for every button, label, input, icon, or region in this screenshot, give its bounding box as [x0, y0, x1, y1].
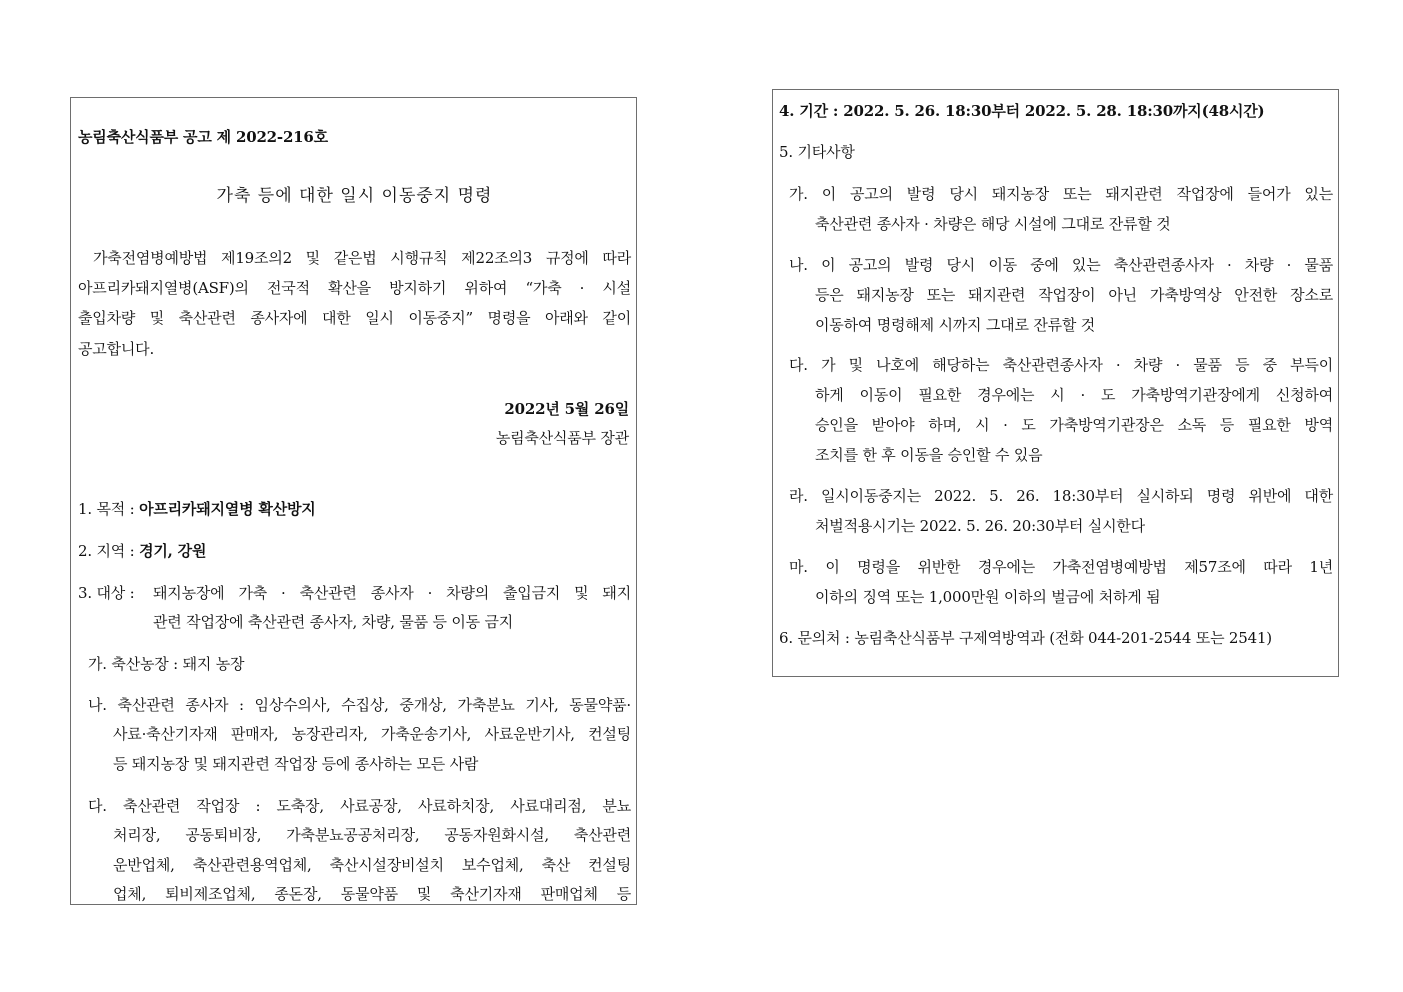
sub-da-line: 승인을 받아야 하며, 시 · 도 가축방역기관장은 소독 등 필요한 방역: [815, 416, 1333, 434]
sub-ma-line: 마. 이 명령을 위반한 경우에는 가축전염병예방법 제57조에 따라 1년: [789, 558, 1333, 576]
item-2-value: 경기, 강원: [139, 542, 207, 560]
sub-ga-line: 축산관련 종사자 · 차량은 해당 시설에 그대로 잔류할 것: [815, 215, 1171, 233]
item-2-label: 2. 지역 :: [78, 542, 135, 560]
sub-ga: 가. 축산농장 : 돼지 농장: [88, 655, 245, 673]
sub-da-line: 조치를 한 후 이동을 승인할 수 있음: [815, 446, 1043, 464]
item-5: 5. 기타사항: [779, 143, 855, 161]
intro-line: 출입차량 및 축산관련 종사자에 대한 일시 이동중지” 명령을 아래와 같이: [78, 309, 631, 327]
sub-da-line: 처리장, 공동퇴비장, 가축분뇨공공처리장, 공동자원화시설, 축산관련: [113, 826, 631, 844]
notice-issuer: 농림축산식품부 장관: [495, 429, 629, 447]
sub-ra-line: 처벌적용시기는 2022. 5. 26. 20:30부터 실시한다: [815, 517, 1145, 535]
notice-page-right: [772, 89, 1339, 677]
notice-page-left: [70, 97, 637, 905]
item-4: 4. 기간 : 2022. 5. 26. 18:30부터 2022. 5. 28. 18:30까지(48시간): [779, 102, 1265, 120]
item-3-line: 돼지농장에 가축 · 축산관련 종사자 · 차량의 출입금지 및 돼지: [153, 584, 631, 602]
sub-na-line: 등은 돼지농장 또는 돼지관련 작업장이 아닌 가축방역상 안전한 장소로: [815, 286, 1333, 304]
sub-ra-line: 라. 일시이동중지는 2022. 5. 26. 18:30부터 실시하되 명령 위반에 대한: [789, 487, 1333, 505]
intro-line: 아프리카돼지열병(ASF)의 전국적 확산을 방지하기 위하여 “가축 · 시설: [78, 279, 631, 297]
item-2: [78, 541, 206, 561]
sub-da-line: 다. 축산관련 작업장 : 도축장, 사료공장, 사료하치장, 사료대리점, 분뇨: [88, 797, 631, 815]
sub-da-line: 하게 이동이 필요한 경우에는 시 · 도 가축방역기관장에게 신청하여: [815, 386, 1333, 404]
intro-line: 공고합니다.: [78, 340, 155, 358]
notice-date: 2022년 5월 26일: [504, 400, 629, 418]
item-1: [78, 499, 316, 519]
sub-da-line: 운반업체, 축산관련용역업체, 축산시설장비설치 보수업체, 축산 컨설팅: [113, 856, 631, 874]
item-6: 6. 문의처 : 농림축산식품부 구제역방역과 (전화 044-201-2544 또는 2541): [779, 629, 1272, 647]
sub-da-line: 업체, 퇴비제조업체, 종돈장, 동물약품 및 축산기자재 판매업체 등: [113, 885, 631, 903]
notice-title: 가축 등에 대한 일시 이동중지 명령: [216, 186, 493, 206]
sub-na-line: 사료·축산기자재 판매자, 농장관리자, 가축운송기사, 사료운반기사, 컨설팅: [113, 725, 631, 743]
intro-line: 가축전염병예방법 제19조의2 및 같은법 시행규칙 제22조의3 규정에 따라: [93, 249, 631, 267]
sub-na-line: 이동하여 명령해제 시까지 그대로 잔류할 것: [815, 316, 1096, 334]
sub-ma-line: 이하의 징역 또는 1,000만원 이하의 벌금에 처하게 됨: [815, 588, 1161, 606]
sub-ga-line: 가. 이 공고의 발령 당시 돼지농장 또는 돼지관련 작업장에 들어가 있는: [789, 185, 1333, 203]
notice-number: 농림축산식품부 공고 제 2022-216호: [78, 128, 328, 146]
item-3-line: 관련 작업장에 축산관련 종사자, 차량, 물품 등 이동 금지: [153, 613, 514, 631]
item-1-label: 1. 목적 :: [78, 500, 135, 518]
sub-da-line: 다. 가 및 나호에 해당하는 축산관련종사자 · 차량 · 물품 등 중 부득이: [789, 356, 1333, 374]
sub-na-line: 등 돼지농장 및 돼지관련 작업장 등에 종사하는 모든 사람: [113, 755, 479, 773]
item-1-value: 아프리카돼지열병 확산방지: [139, 500, 316, 518]
sub-na-line: 나. 이 공고의 발령 당시 이동 중에 있는 축산관련종사자 · 차량 · 물품: [789, 256, 1333, 274]
item-3-label: 3. 대상 :: [78, 584, 135, 602]
sub-na-line: 나. 축산관련 종사자 : 임상수의사, 수집상, 중개상, 가축분뇨 기사, 동물약품·: [88, 696, 631, 714]
